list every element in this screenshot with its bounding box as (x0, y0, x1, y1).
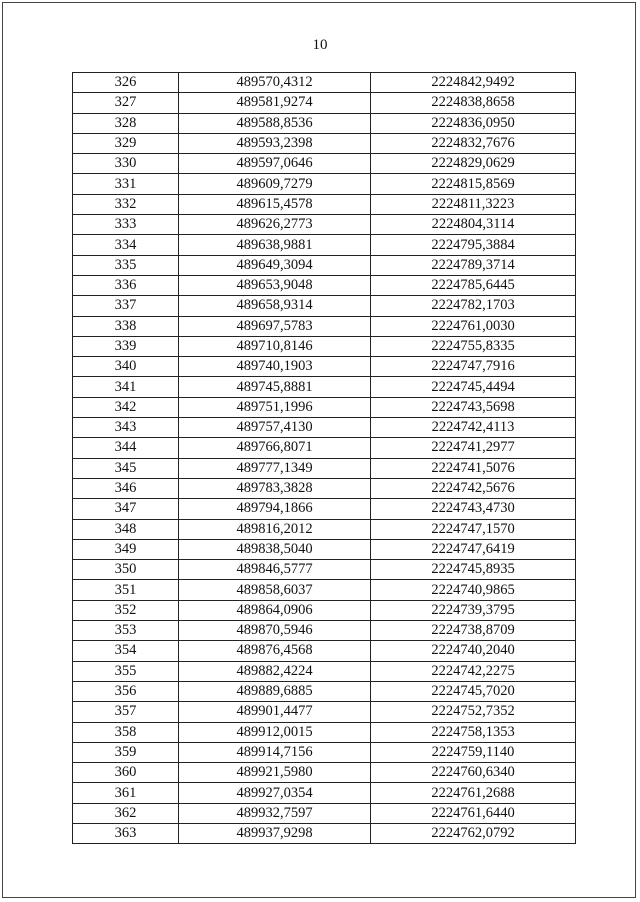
point-number-cell: 345 (73, 458, 179, 478)
x-coordinate-cell: 489927,0354 (179, 783, 371, 803)
point-number-cell: 335 (73, 255, 179, 275)
point-number-cell: 348 (73, 519, 179, 539)
table-row (73, 113, 576, 133)
table-row (73, 357, 576, 377)
table-row (73, 560, 576, 580)
table-row (73, 519, 576, 539)
y-coordinate-cell: 2224741,2977 (371, 438, 576, 458)
x-coordinate-cell: 489838,5040 (179, 539, 371, 559)
table-row (73, 194, 576, 214)
y-coordinate-cell: 2224785,6445 (371, 275, 576, 295)
point-number-cell: 354 (73, 641, 179, 661)
x-coordinate-cell: 489609,7279 (179, 174, 371, 194)
y-coordinate-cell: 2224829,0629 (371, 154, 576, 174)
y-coordinate-cell: 2224755,8335 (371, 336, 576, 356)
point-number-cell: 357 (73, 702, 179, 722)
table-row (73, 377, 576, 397)
table-row (73, 397, 576, 417)
point-number-cell: 340 (73, 357, 179, 377)
point-number-cell: 338 (73, 316, 179, 336)
point-number-cell: 328 (73, 113, 179, 133)
y-coordinate-cell: 2224795,3884 (371, 235, 576, 255)
y-coordinate-cell: 2224738,8709 (371, 621, 576, 641)
point-number-cell: 336 (73, 275, 179, 295)
y-coordinate-cell: 2224838,8658 (371, 93, 576, 113)
point-number-cell: 327 (73, 93, 179, 113)
x-coordinate-cell: 489783,3828 (179, 478, 371, 498)
x-coordinate-cell: 489937,9298 (179, 823, 371, 843)
x-coordinate-cell: 489658,9314 (179, 296, 371, 316)
table-row (73, 73, 576, 93)
table-row (73, 478, 576, 498)
x-coordinate-cell: 489697,5783 (179, 316, 371, 336)
y-coordinate-cell: 2224741,5076 (371, 458, 576, 478)
table-row (73, 580, 576, 600)
x-coordinate-cell: 489766,8071 (179, 438, 371, 458)
point-number-cell: 346 (73, 478, 179, 498)
x-coordinate-cell: 489649,3094 (179, 255, 371, 275)
y-coordinate-cell: 2224789,3714 (371, 255, 576, 275)
point-number-cell: 361 (73, 783, 179, 803)
y-coordinate-cell: 2224759,1140 (371, 742, 576, 762)
x-coordinate-cell: 489816,2012 (179, 519, 371, 539)
table-row (73, 458, 576, 478)
point-number-cell: 352 (73, 600, 179, 620)
x-coordinate-cell: 489870,5946 (179, 621, 371, 641)
table-row (73, 235, 576, 255)
point-number-cell: 344 (73, 438, 179, 458)
point-number-cell: 333 (73, 215, 179, 235)
x-coordinate-cell: 489794,1866 (179, 499, 371, 519)
x-coordinate-cell: 489588,8536 (179, 113, 371, 133)
y-coordinate-cell: 2224804,3114 (371, 215, 576, 235)
x-coordinate-cell: 489745,8881 (179, 377, 371, 397)
page-number: 10 (312, 37, 328, 53)
table-row (73, 641, 576, 661)
point-number-cell: 330 (73, 154, 179, 174)
y-coordinate-cell: 2224742,4113 (371, 418, 576, 438)
point-number-cell: 351 (73, 580, 179, 600)
x-coordinate-cell: 489597,0646 (179, 154, 371, 174)
table-row (73, 783, 576, 803)
y-coordinate-cell: 2224747,1570 (371, 519, 576, 539)
x-coordinate-cell: 489615,4578 (179, 194, 371, 214)
table-row (73, 681, 576, 701)
x-coordinate-cell: 489653,9048 (179, 275, 371, 295)
table-row (73, 336, 576, 356)
point-number-cell: 353 (73, 621, 179, 641)
x-coordinate-cell: 489901,4477 (179, 702, 371, 722)
y-coordinate-cell: 2224758,1353 (371, 722, 576, 742)
point-number-cell: 343 (73, 418, 179, 438)
x-coordinate-cell: 489921,5980 (179, 763, 371, 783)
table-row (73, 296, 576, 316)
point-number-cell: 355 (73, 661, 179, 681)
y-coordinate-cell: 2224782,1703 (371, 296, 576, 316)
y-coordinate-cell: 2224747,6419 (371, 539, 576, 559)
table-row (73, 823, 576, 843)
y-coordinate-cell: 2224762,0792 (371, 823, 576, 843)
y-coordinate-cell: 2224761,2688 (371, 783, 576, 803)
point-number-cell: 363 (73, 823, 179, 843)
point-number-cell: 326 (73, 73, 179, 93)
table-row (73, 133, 576, 153)
point-number-cell: 334 (73, 235, 179, 255)
table-row (73, 275, 576, 295)
table-row (73, 215, 576, 235)
table-row (73, 661, 576, 681)
y-coordinate-cell: 2224739,3795 (371, 600, 576, 620)
point-number-cell: 360 (73, 763, 179, 783)
point-number-cell: 331 (73, 174, 179, 194)
y-coordinate-cell: 2224742,5676 (371, 478, 576, 498)
table-row (73, 93, 576, 113)
point-number-cell: 329 (73, 133, 179, 153)
y-coordinate-cell: 2224745,4494 (371, 377, 576, 397)
y-coordinate-cell: 2224760,6340 (371, 763, 576, 783)
coordinates-table-body (73, 73, 576, 844)
point-number-cell: 339 (73, 336, 179, 356)
y-coordinate-cell: 2224745,8935 (371, 560, 576, 580)
x-coordinate-cell: 489932,7597 (179, 803, 371, 823)
y-coordinate-cell: 2224740,9865 (371, 580, 576, 600)
point-number-cell: 362 (73, 803, 179, 823)
x-coordinate-cell: 489710,8146 (179, 336, 371, 356)
table-row (73, 255, 576, 275)
table-row (73, 600, 576, 620)
x-coordinate-cell: 489882,4224 (179, 661, 371, 681)
y-coordinate-cell: 2224745,7020 (371, 681, 576, 701)
point-number-cell: 342 (73, 397, 179, 417)
x-coordinate-cell: 489757,4130 (179, 418, 371, 438)
y-coordinate-cell: 2224740,2040 (371, 641, 576, 661)
y-coordinate-cell: 2224832,7676 (371, 133, 576, 153)
table-row (73, 438, 576, 458)
table-row (73, 154, 576, 174)
y-coordinate-cell: 2224815,8569 (371, 174, 576, 194)
table-row (73, 621, 576, 641)
table-row (73, 803, 576, 823)
x-coordinate-cell: 489876,4568 (179, 641, 371, 661)
x-coordinate-cell: 489858,6037 (179, 580, 371, 600)
x-coordinate-cell: 489751,1996 (179, 397, 371, 417)
point-number-cell: 337 (73, 296, 179, 316)
point-number-cell: 356 (73, 681, 179, 701)
point-number-cell: 347 (73, 499, 179, 519)
y-coordinate-cell: 2224761,0030 (371, 316, 576, 336)
x-coordinate-cell: 489581,9274 (179, 93, 371, 113)
y-coordinate-cell: 2224742,2275 (371, 661, 576, 681)
table-row (73, 763, 576, 783)
point-number-cell: 349 (73, 539, 179, 559)
x-coordinate-cell: 489914,7156 (179, 742, 371, 762)
table-row (73, 316, 576, 336)
table-row (73, 418, 576, 438)
point-number-cell: 350 (73, 560, 179, 580)
table-row (73, 174, 576, 194)
y-coordinate-cell: 2224747,7916 (371, 357, 576, 377)
x-coordinate-cell: 489777,1349 (179, 458, 371, 478)
x-coordinate-cell: 489638,9881 (179, 235, 371, 255)
y-coordinate-cell: 2224743,4730 (371, 499, 576, 519)
point-number-cell: 358 (73, 722, 179, 742)
y-coordinate-cell: 2224743,5698 (371, 397, 576, 417)
table-row (73, 702, 576, 722)
table-row (73, 499, 576, 519)
x-coordinate-cell: 489626,2773 (179, 215, 371, 235)
x-coordinate-cell: 489846,5777 (179, 560, 371, 580)
point-number-cell: 332 (73, 194, 179, 214)
table-row (73, 742, 576, 762)
point-number-cell: 341 (73, 377, 179, 397)
x-coordinate-cell: 489912,0015 (179, 722, 371, 742)
y-coordinate-cell: 2224842,9492 (371, 73, 576, 93)
y-coordinate-cell: 2224836,0950 (371, 113, 576, 133)
y-coordinate-cell: 2224811,3223 (371, 194, 576, 214)
coordinates-table (72, 72, 576, 844)
x-coordinate-cell: 489740,1903 (179, 357, 371, 377)
y-coordinate-cell: 2224752,7352 (371, 702, 576, 722)
x-coordinate-cell: 489864,0906 (179, 600, 371, 620)
table-row (73, 539, 576, 559)
x-coordinate-cell: 489570,4312 (179, 73, 371, 93)
x-coordinate-cell: 489593,2398 (179, 133, 371, 153)
table-row (73, 722, 576, 742)
point-number-cell: 359 (73, 742, 179, 762)
y-coordinate-cell: 2224761,6440 (371, 803, 576, 823)
x-coordinate-cell: 489889,6885 (179, 681, 371, 701)
